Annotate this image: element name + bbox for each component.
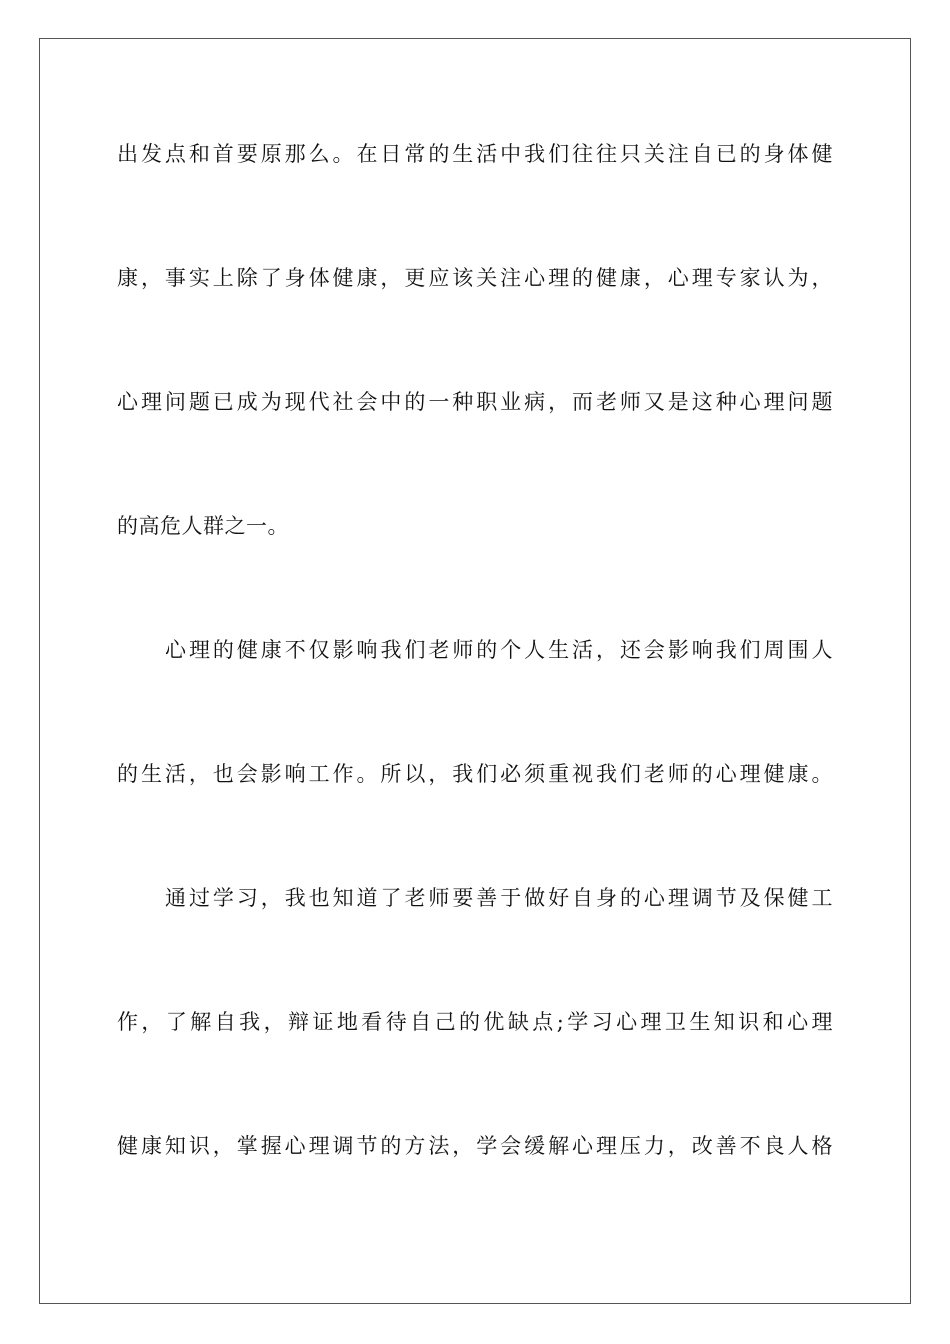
- paragraph-first-line: 通过学习，我也知道了老师要善于做好自身的心理调节及保健工: [165, 886, 833, 910]
- page-border: [39, 38, 911, 1304]
- text-line: 健康知识，掌握心理调节的方法，学会缓解心理压力，改善不良人格: [117, 1134, 833, 1158]
- text-line: 康，事实上除了身体健康，更应该关注心理的健康，心理专家认为，: [117, 266, 833, 290]
- text-line: 出发点和首要原那么。在日常的生活中我们往往只关注自已的身体健: [117, 142, 833, 166]
- text-line: 的生活，也会影响工作。所以，我们必须重视我们老师的心理健康。: [117, 762, 833, 786]
- paragraph-first-line: 心理的健康不仅影响我们老师的个人生活，还会影响我们周围人: [165, 638, 833, 662]
- text-line: 的高危人群之一。: [117, 514, 289, 538]
- text-line: 心理问题已成为现代社会中的一种职业病，而老师又是这种心理问题: [117, 390, 833, 414]
- text-line: 作，了解自我，辩证地看待自己的优缺点;学习心理卫生知识和心理: [117, 1010, 833, 1034]
